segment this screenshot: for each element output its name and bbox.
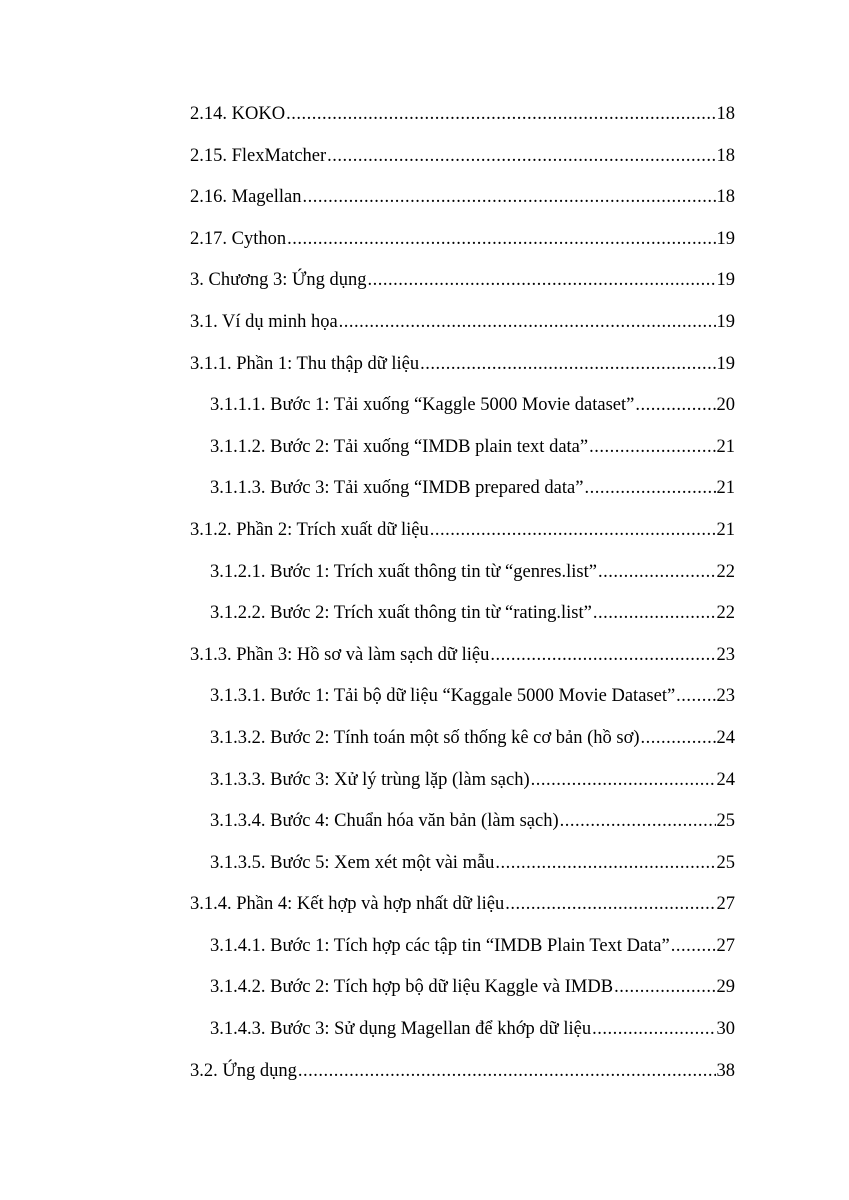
toc-dot-leader xyxy=(490,642,715,668)
toc-entry-title: 3.2. Ứng dụng xyxy=(190,1060,297,1081)
toc-entry-title: 3.1.2.1. Bước 1: Trích xuất thông tin từ “genres.list” xyxy=(210,561,597,582)
toc-dot-leader xyxy=(531,767,716,793)
toc-entry-page-number: 18 xyxy=(716,187,735,208)
toc-entry-page-number: 19 xyxy=(716,228,735,249)
toc-entry-title: 3.1.4.3. Bước 3: Sử dụng Magellan để khớp dữ liệu xyxy=(210,1019,592,1040)
toc-entry[interactable] xyxy=(190,767,735,809)
toc-entry-title: 3.1.1.3. Bước 3: Tải xuống “IMDB prepared data” xyxy=(210,478,584,499)
toc-entry-title: 3.1.1.2. Bước 2: Tải xuống “IMDB plain text data” xyxy=(210,436,589,457)
toc-dot-leader xyxy=(593,600,716,626)
toc-dot-leader xyxy=(339,309,716,335)
toc-dot-leader xyxy=(676,683,715,709)
toc-dot-leader xyxy=(671,933,716,959)
toc-entry-page-number: 25 xyxy=(716,811,735,832)
toc-entry[interactable] xyxy=(190,434,735,476)
toc-dot-leader xyxy=(560,808,716,834)
toc-dot-leader xyxy=(303,184,716,210)
toc-entry-title: 3.1.2.2. Bước 2: Trích xuất thông tin từ “rating.list” xyxy=(210,603,592,624)
toc-entry-title: 3.1.3.4. Bước 4: Chuẩn hóa văn bản (làm sạch) xyxy=(210,811,559,832)
toc-entry[interactable] xyxy=(190,725,735,767)
toc-entry[interactable] xyxy=(190,600,735,642)
toc-entry-title: 2.14. KOKO xyxy=(190,104,286,124)
toc-entry-page-number: 19 xyxy=(716,311,735,332)
toc-entry[interactable] xyxy=(190,475,735,517)
toc-dot-leader xyxy=(641,725,716,751)
toc-dot-leader xyxy=(298,1058,716,1084)
toc-entry[interactable] xyxy=(190,933,735,975)
toc-entry-page-number: 24 xyxy=(716,769,735,790)
toc-entry-title: 3.1.1.1. Bước 1: Tải xuống “Kaggle 5000 Movie dataset” xyxy=(210,395,635,416)
toc-entry-page-number: 18 xyxy=(716,145,735,166)
toc-entry-page-number: 27 xyxy=(716,894,735,915)
toc-entry-page-number: 20 xyxy=(716,395,735,416)
toc-entry-page-number: 29 xyxy=(716,977,735,998)
toc-entry[interactable] xyxy=(190,683,735,725)
toc-entry-page-number: 18 xyxy=(716,104,735,124)
toc-entry[interactable] xyxy=(190,517,735,559)
toc-entry[interactable] xyxy=(190,1058,735,1100)
toc-dot-leader xyxy=(420,351,715,377)
toc-entry[interactable] xyxy=(190,850,735,892)
toc-dot-leader xyxy=(592,1016,715,1042)
toc-entry-title: 3.1.3.1. Bước 1: Tải bộ dữ liệu “Kaggale 5000 Movie Dataset” xyxy=(210,686,676,707)
toc-entry-title: 3.1.3. Phần 3: Hồ sơ và làm sạch dữ liệu xyxy=(190,644,490,665)
toc-entry-page-number: 22 xyxy=(716,603,735,624)
toc-entry-title: 3.1.2. Phần 2: Trích xuất dữ liệu xyxy=(190,519,429,540)
toc-entry[interactable] xyxy=(190,351,735,393)
toc-entry-page-number: 30 xyxy=(716,1019,735,1040)
toc-entry[interactable] xyxy=(190,143,735,185)
toc-entry[interactable] xyxy=(190,392,735,434)
toc-dot-leader xyxy=(635,392,715,418)
toc-entry-page-number: 19 xyxy=(716,353,735,374)
toc-entry[interactable] xyxy=(190,808,735,850)
toc-entry-title: 3.1.3.2. Bước 2: Tính toán một số thống kê cơ bản (hồ sơ) xyxy=(210,727,640,748)
toc-entry-title: 3.1.4.2. Bước 2: Tích hợp bộ dữ liệu Kaggle và IMDB xyxy=(210,977,614,998)
toc-entry-title: 3. Chương 3: Ứng dụng xyxy=(190,270,367,291)
table-of-contents xyxy=(190,101,735,1099)
toc-entry-title: 2.16. Magellan xyxy=(190,187,302,208)
toc-entry-page-number: 22 xyxy=(716,561,735,582)
toc-dot-leader xyxy=(614,974,715,1000)
toc-entry[interactable] xyxy=(190,559,735,601)
toc-entry[interactable] xyxy=(190,184,735,226)
toc-entry-page-number: 38 xyxy=(716,1060,735,1081)
toc-entry-title: 2.15. FlexMatcher xyxy=(190,145,327,166)
toc-entry-title: 2.17. Cython xyxy=(190,228,287,249)
toc-entry-page-number: 24 xyxy=(716,727,735,748)
toc-entry[interactable] xyxy=(190,891,735,933)
toc-entry-title: 3.1.3.3. Bước 3: Xử lý trùng lặp (làm sạch) xyxy=(210,769,530,790)
toc-entry-title: 3.1.1. Phần 1: Thu thập dữ liệu xyxy=(190,353,420,374)
toc-entry[interactable] xyxy=(190,267,735,309)
toc-entry-page-number: 27 xyxy=(716,935,735,956)
toc-dot-leader xyxy=(584,475,715,501)
toc-dot-leader xyxy=(598,559,716,585)
toc-entry-title: 3.1.4.1. Bước 1: Tích hợp các tập tin “IMDB Plain Text Data” xyxy=(210,935,670,956)
toc-dot-leader xyxy=(505,891,715,917)
toc-entry[interactable] xyxy=(190,1016,735,1058)
toc-dot-leader xyxy=(286,101,715,127)
toc-entry-page-number: 21 xyxy=(716,519,735,540)
toc-dot-leader xyxy=(287,226,715,252)
toc-entry-page-number: 23 xyxy=(716,686,735,707)
toc-entry[interactable] xyxy=(190,642,735,684)
toc-entry-page-number: 21 xyxy=(716,478,735,499)
toc-entry-title: 3.1. Ví dụ minh họa xyxy=(190,311,338,332)
toc-dot-leader xyxy=(327,143,715,169)
toc-entry-page-number: 23 xyxy=(716,644,735,665)
toc-dot-leader xyxy=(495,850,715,876)
toc-dot-leader xyxy=(430,517,716,543)
toc-entry-page-number: 19 xyxy=(716,270,735,291)
toc-entry[interactable] xyxy=(190,974,735,1016)
toc-entry[interactable] xyxy=(190,226,735,268)
toc-entry[interactable] xyxy=(190,309,735,351)
toc-dot-leader xyxy=(368,267,716,293)
toc-entry-title: 3.1.4. Phần 4: Kết hợp và hợp nhất dữ liệu xyxy=(190,894,505,915)
toc-entry-page-number: 25 xyxy=(716,852,735,873)
toc-entry[interactable] xyxy=(190,101,735,143)
toc-entry-title: 3.1.3.5. Bước 5: Xem xét một vài mẫu xyxy=(210,852,495,873)
toc-dot-leader xyxy=(589,434,715,460)
toc-entry-page-number: 21 xyxy=(716,436,735,457)
